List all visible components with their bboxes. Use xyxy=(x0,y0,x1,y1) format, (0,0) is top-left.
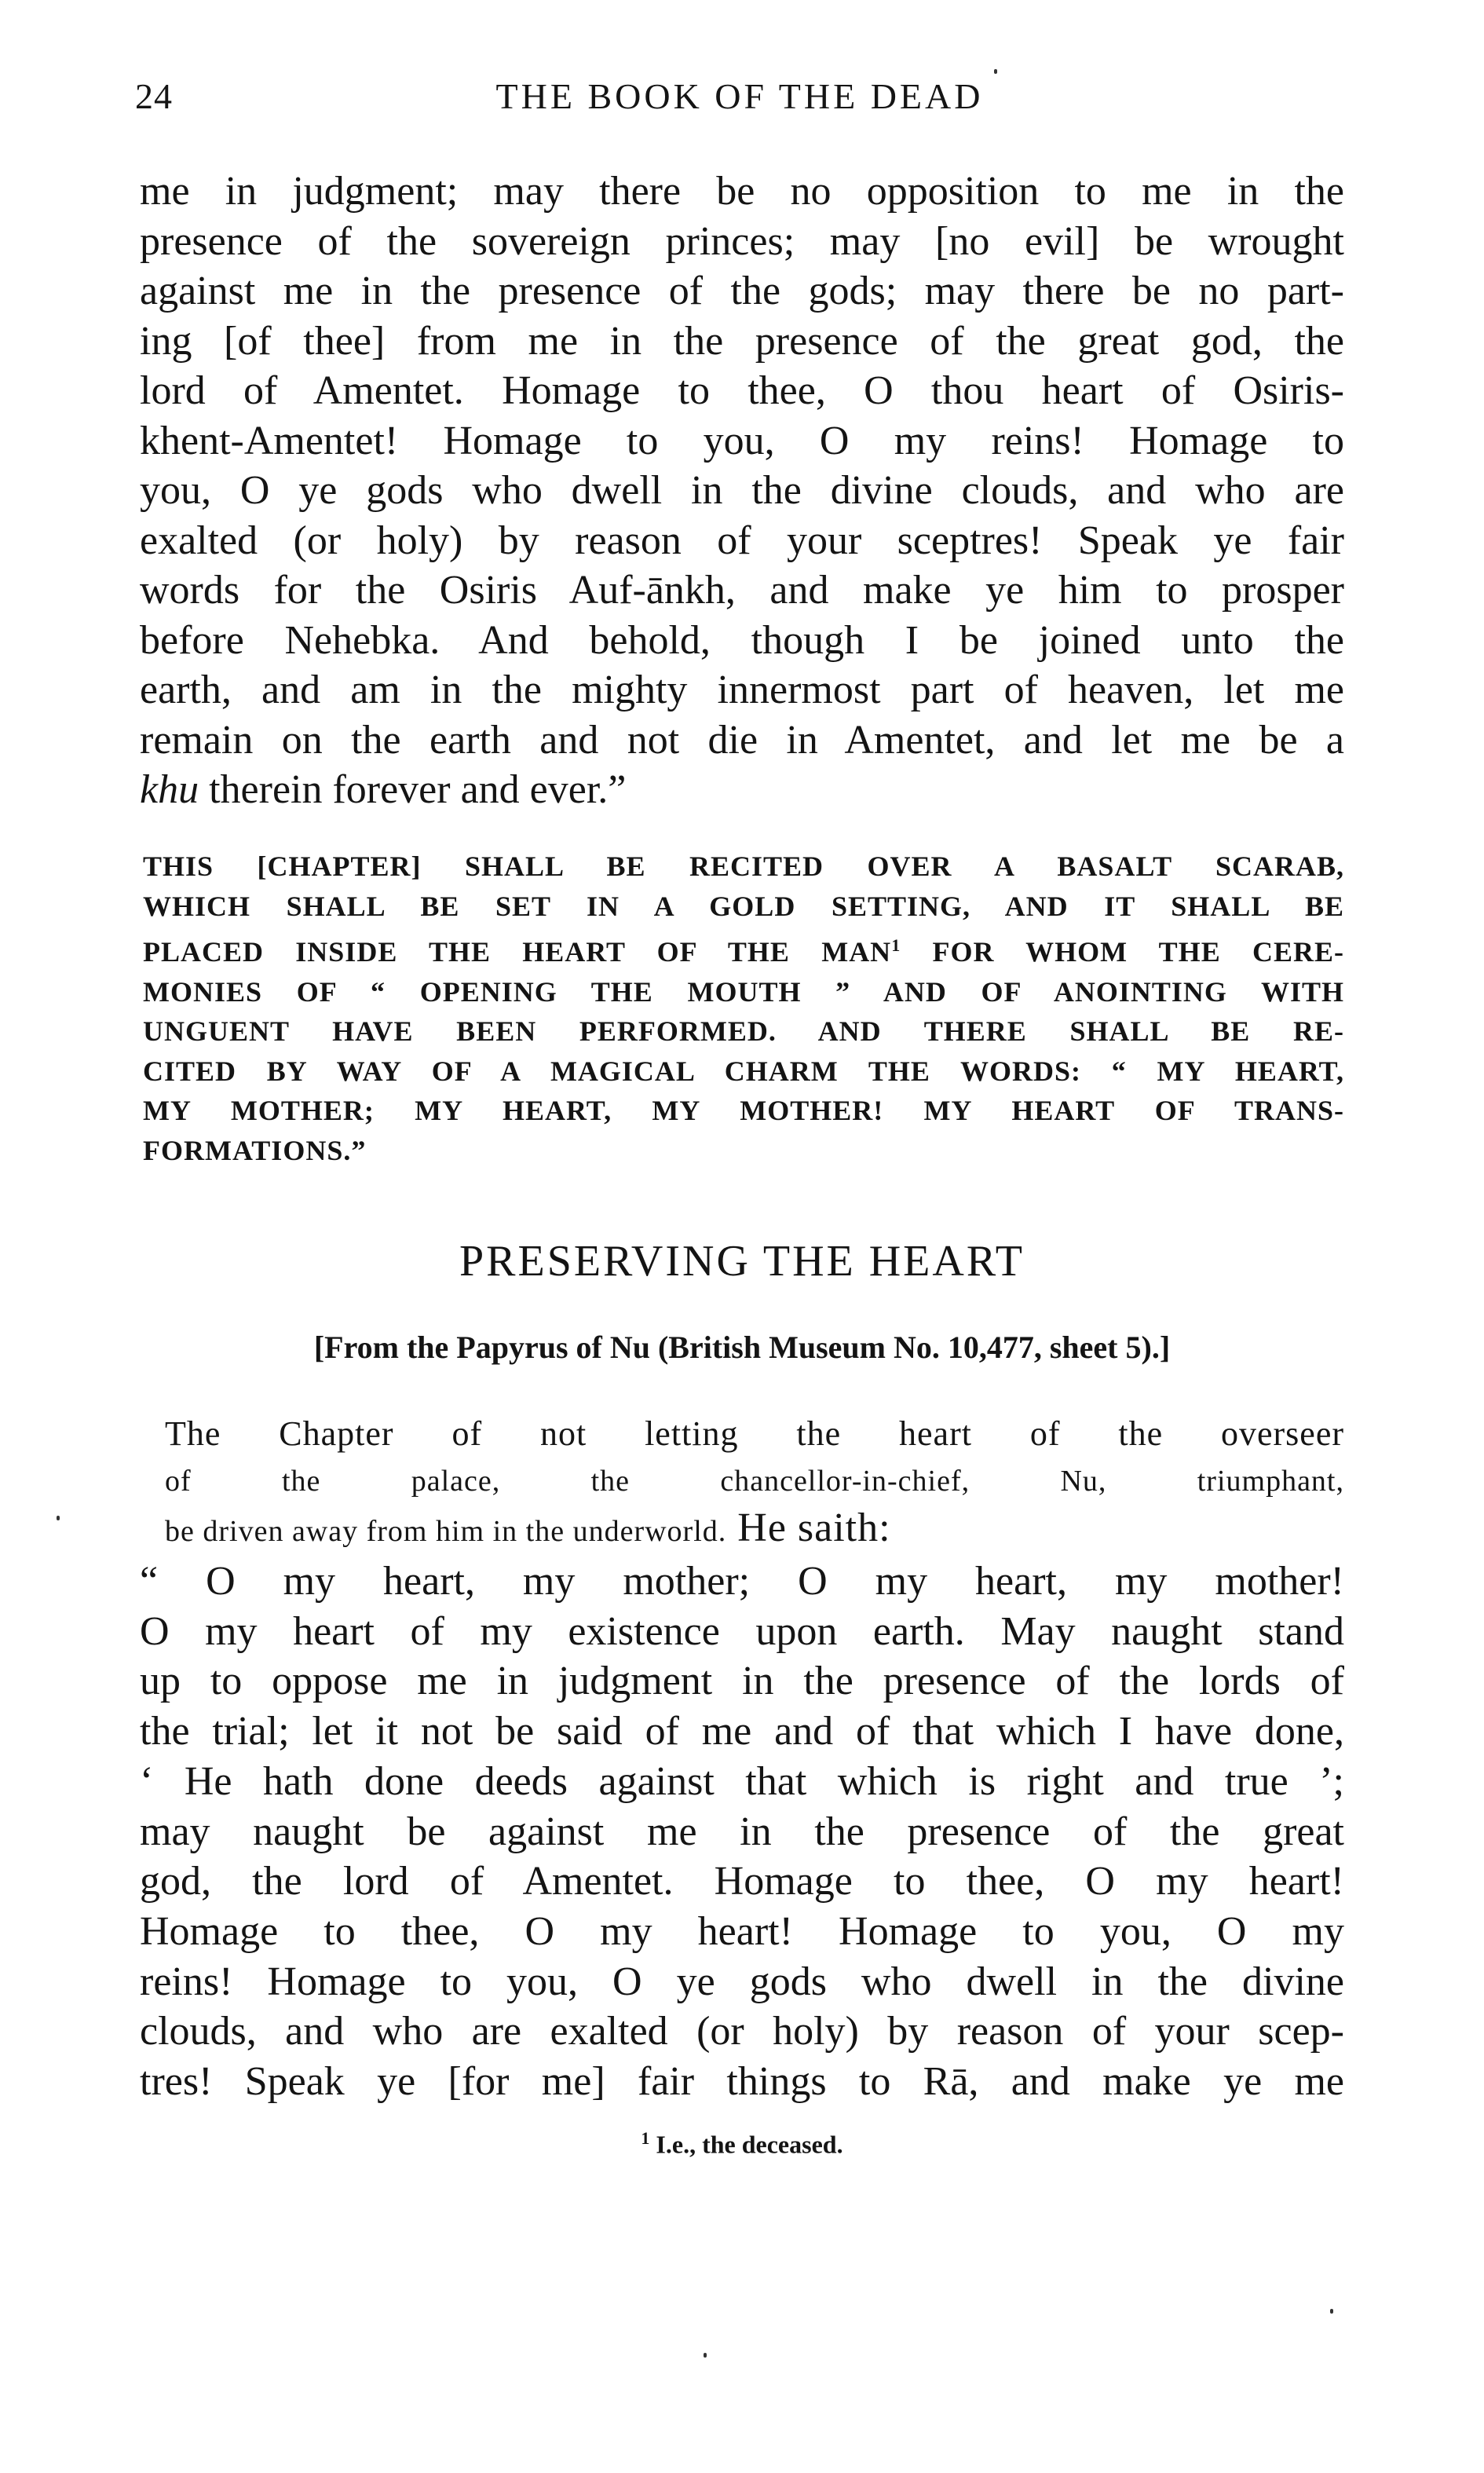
rubric-line: FORMATIONS.” xyxy=(143,1134,367,1166)
text-fragment: be driven away from him in the underworld. xyxy=(165,1515,727,1548)
text-line: before Nehebka. And behold, though I be joined unto the xyxy=(140,617,1344,663)
text-line: presence of the sovereign princes; may [no evil] be wrought xyxy=(140,218,1344,264)
paragraph-2 xyxy=(140,1557,1344,2107)
text-line: exalted (or holy) by reason of your sceptres! Speak ye fair xyxy=(140,518,1344,563)
italic-term: khu xyxy=(140,767,199,812)
text-line: reins! Homage to you, O ye gods who dwell in the divine xyxy=(140,1959,1344,2004)
text-line: up to oppose me in judgment in the presence of the lords of xyxy=(140,1659,1344,1704)
footnote xyxy=(140,2128,1344,2160)
text-fragment: therein forever and ever.” xyxy=(199,767,627,812)
scan-speck xyxy=(994,69,997,74)
text-line: god, the lord of Amentet. Homage to thee, O my heart! xyxy=(140,1859,1344,1904)
text-line: O my heart of my existence upon earth. May naught stand xyxy=(140,1608,1344,1654)
text-line: words for the Osiris Auf-ānkh, and make ye him to prosper xyxy=(140,568,1344,613)
intro-line: The Chapter of not letting the heart of the overseer xyxy=(165,1414,1344,1453)
text-line: me in judgment; may there be no opposition to me in the xyxy=(140,169,1344,214)
text-line: against me in the presence of the gods; may there be no part- xyxy=(140,269,1344,313)
source-note: [From the Papyrus of Nu (British Museum No. 10,477, sheet 5).] xyxy=(313,1330,1171,1365)
text-line: you, O ye gods who dwell in the divine clouds, and who are xyxy=(140,468,1344,513)
rubric-line: WHICH SHALL BE SET IN A GOLD SETTING, AND IT SHALL BE xyxy=(143,890,1344,922)
text-line: Homage to thee, O my heart! Homage to you, O my xyxy=(140,1908,1344,1954)
text-fragment: He saith: xyxy=(726,1505,891,1550)
text-line: ing [of thee] from me in the presence of the great god, the xyxy=(140,318,1344,364)
text-line: earth, and am in the mighty innermost part of heaven, let me xyxy=(140,668,1344,712)
scan-speck xyxy=(704,2353,707,2358)
rubric-line: MONIES OF “ OPENING THE MOUTH ” AND OF ANOINTING WITH xyxy=(143,975,1344,1008)
text-fragment: PLACED INSIDE THE HEART OF THE MAN xyxy=(143,936,892,968)
text-line: may naught be against me in the presence of the great xyxy=(140,1809,1344,1854)
footnote-marker: 1 xyxy=(641,2128,650,2148)
section-title: PRESERVING THE HEART xyxy=(459,1237,1025,1286)
rubric-line xyxy=(143,926,1344,972)
chapter-intro xyxy=(165,1410,1344,1555)
text-line: ‘ He hath done deeds against that which is right and true ’; xyxy=(140,1758,1344,1804)
text-line: tres! Speak ye [for me] fair things to Rā, and make ye me xyxy=(140,2059,1344,2105)
text-line: lord of Amentet. Homage to thee, O thou heart of Osiris- xyxy=(140,368,1344,413)
intro-line: of the palace, the chancellor-in-chief, Nu, triumphant, xyxy=(165,1465,1344,1498)
running-head xyxy=(135,75,1344,126)
rubric-line: UNGUENT HAVE BEEN PERFORMED. AND THERE SHALL BE RE- xyxy=(143,1015,1344,1047)
text-line: the trial; let it not be said of me and of that which I have done, xyxy=(140,1709,1344,1754)
scan-speck xyxy=(57,1516,60,1520)
footnote-text: I.e., the deceased. xyxy=(649,2130,843,2159)
page-number: 24 xyxy=(135,76,173,116)
rubric xyxy=(143,847,1344,1170)
text-line: clouds, and who are exalted (or holy) by reason of your scep- xyxy=(140,2009,1344,2054)
rubric-line: CITED BY WAY OF A MAGICAL CHARM THE WORDS: “ MY HEART, xyxy=(143,1055,1344,1087)
rubric-line: THIS [CHAPTER] SHALL BE RECITED OVER A BASALT SCARAB, xyxy=(143,851,1344,882)
text-line: remain on the earth and not die in Amentet, and let me be a xyxy=(140,717,1344,763)
text-line xyxy=(140,765,1344,815)
running-title: THE BOOK OF THE DEAD xyxy=(495,76,984,116)
footnote-ref: 1 xyxy=(891,935,901,955)
text-line: khent-Amentet! Homage to you, O my reins! Homage to xyxy=(140,418,1344,463)
paragraph-1 xyxy=(140,166,1344,815)
text-line: “ O my heart, my mother; O my heart, my mother! xyxy=(140,1559,1344,1604)
scan-speck xyxy=(1330,2309,1333,2314)
text-fragment: FOR WHOM THE CERE- xyxy=(901,936,1344,968)
intro-line xyxy=(165,1505,1344,1555)
rubric-line: MY MOTHER; MY HEART, MY MOTHER! MY HEART OF TRANS- xyxy=(143,1095,1344,1126)
